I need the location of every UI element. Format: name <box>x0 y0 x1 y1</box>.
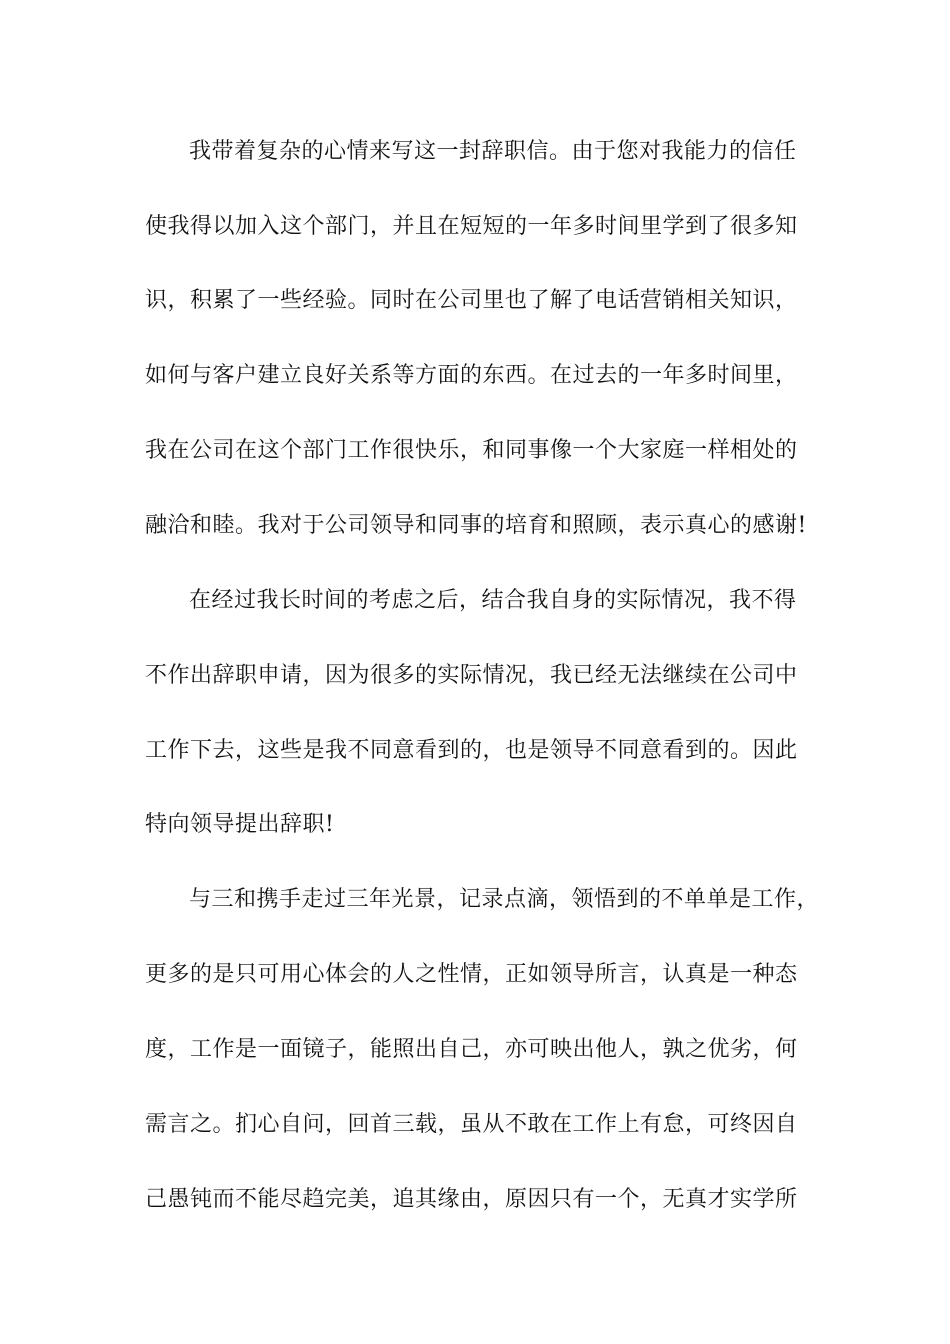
paragraph-1-line-1: 我带着复杂的心情来写这一封辞职信。由于您对我能力的信任 <box>189 139 797 164</box>
paragraph-2-line-2: 不作出辞职申请，因为很多的实际情况，我已经无法继续在公司中 <box>145 663 798 688</box>
paragraph-2-line-3: 工作下去，这些是我不同意看到的，也是领导不同意看到的。因此 <box>145 738 798 763</box>
paragraph-3-line-1: 与三和携手走过三年光景，记录点滴，领悟到的不单单是工作， <box>189 887 820 912</box>
paragraph-1-line-2: 使我得以加入这个部门，并且在短短的一年多时间里学到了很多知 <box>145 214 798 239</box>
paragraph-1-line-3: 识，积累了一些经验。同时在公司里也了解了电话营销相关知识， <box>145 288 798 313</box>
paragraph-3-line-2: 更多的是只可用心体会的人之性情，正如领导所言，认真是一种态 <box>145 962 798 987</box>
paragraph-2-line-1: 在经过我长时间的考虑之后，结合我自身的实际情况，我不得 <box>189 588 797 613</box>
paragraph-3-line-3: 度，工作是一面镜子，能照出自己，亦可映出他人，孰之优劣，何 <box>145 1037 798 1062</box>
paragraph-1-line-4: 如何与客户建立良好关系等方面的东西。在过去的一年多时间里， <box>145 363 798 388</box>
paragraph-2-line-4: 特向领导提出辞职! <box>145 812 335 837</box>
paragraph-1-line-6: 融洽和睦。我对于公司领导和同事的培育和照顾，表示真心的感谢! <box>145 513 807 538</box>
paragraph-3-line-5: 己愚钝而不能尽趋完美，追其缘由，原因只有一个，无真才实学所 <box>145 1187 798 1212</box>
paragraph-1-line-5: 我在公司在这个部门工作很快乐，和同事像一个大家庭一样相处的 <box>145 438 798 463</box>
paragraph-3-line-4: 需言之。扪心自问，回首三载，虽从不敢在工作上有怠，可终因自 <box>145 1112 798 1137</box>
